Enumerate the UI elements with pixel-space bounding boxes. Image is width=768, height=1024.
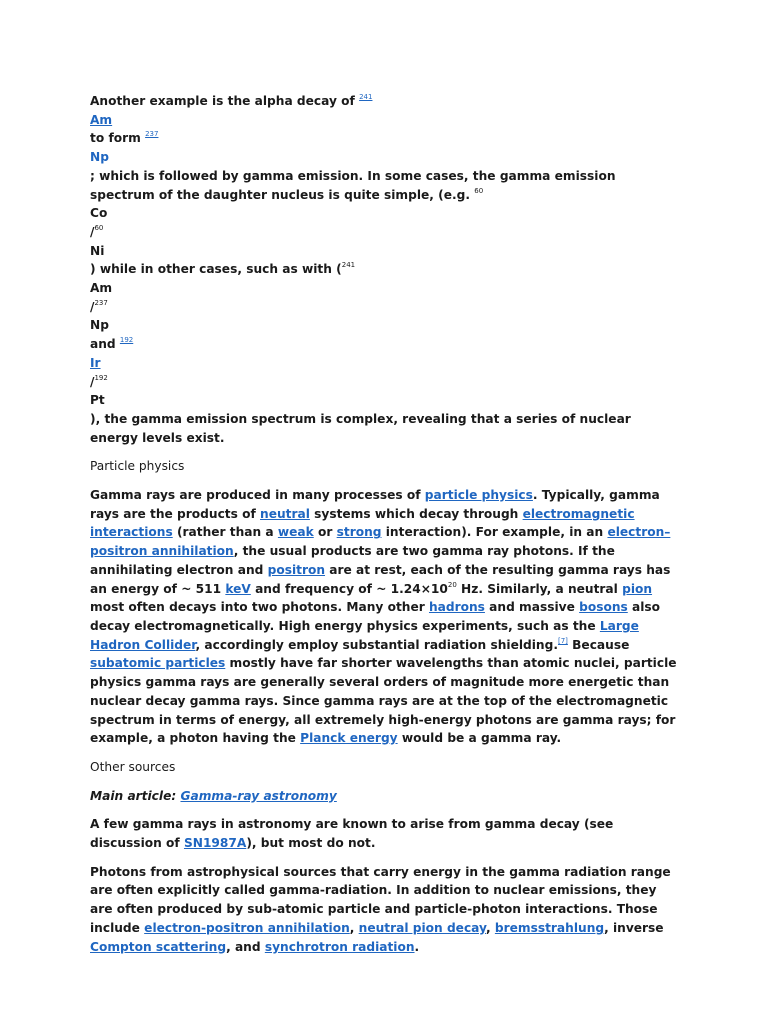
mass-number: 241: [341, 261, 356, 270]
isotope-link-237[interactable]: 237: [145, 130, 159, 139]
link-np[interactable]: Np: [90, 150, 109, 165]
mass-number: 192: [94, 373, 108, 382]
exponent: 20: [447, 580, 457, 589]
main-article-note: Main article: Gamma-ray astronomy: [90, 788, 337, 803]
isotope-link-192[interactable]: 192: [119, 336, 134, 345]
slash: /: [90, 224, 95, 239]
document-body: [90, 92, 682, 956]
link-subatomic-particles[interactable]: subatomic particles: [90, 656, 226, 671]
slash: /: [90, 374, 95, 389]
mass-number: 237: [94, 298, 108, 307]
text-run: to form: [90, 131, 146, 146]
link-planck-energy[interactable]: Planck energy: [300, 731, 398, 746]
link-electromagnetic-interactions[interactable]: electromagnetic interactions: [90, 506, 635, 540]
text-run: ; which is followed by gamma emission. In some cases, the gamma emission spectrum of the daughter nucleus is quite simple, (e.g.: [90, 168, 616, 202]
element-pt: Pt: [90, 393, 105, 408]
particle-physics-paragraph: Gamma rays are produced in many processes of particle physics. Typically, gamma rays are the products of neutral systems which decay through electromagnetic interactions (rather than a weak or strong interaction). For example, in an electron–positron annihilation, the usual products are two gamma ray photons. If the annihilating electron and positron are at rest, each of the resulting gamma rays has an energy of ~ 511 keV and frequency of ~ $1.24\times 10^{20}$ Hz. Similarly, a neutral pion most often decays into two photons. Many other hadrons and massive bosons also decay electromagnetically. High energy physics experiments, such as the Large Hadron Collider, accordingly employ substantial radiation shielding.[7] Because subatomic particles mostly have far shorter wavelengths than atomic nuclei, particle physics gamma rays are generally several orders of magnitude more energetic than nuclear decay gamma rays. Since gamma rays are at the top of the electromagnetic spectrum in terms of energy, all extremely high-energy photons are gamma rays; for example, a photon having the Planck energy would be a gamma ray.: [90, 488, 677, 746]
link-ir[interactable]: Ir: [90, 355, 101, 370]
alpha-decay-block: [90, 92, 682, 447]
element-np: Np: [90, 318, 109, 333]
mass-number: 60: [474, 186, 484, 195]
link-compton-scattering[interactable]: Compton scattering: [90, 939, 227, 954]
link-pion[interactable]: pion: [622, 581, 653, 596]
link-positron[interactable]: positron: [267, 562, 326, 577]
element-co: Co: [90, 206, 108, 221]
astronomy-paragraph-1: A few gamma rays in astronomy are known to arise from gamma decay (see discussion of SN1987A), but most do not.: [90, 817, 614, 851]
link-neutral[interactable]: neutral: [260, 506, 310, 521]
link-sn1987a[interactable]: SN1987A: [183, 836, 247, 851]
link-gamma-ray-astronomy[interactable]: Gamma-ray astronomy: [180, 788, 337, 803]
isotope-link-241[interactable]: 241: [359, 93, 373, 101]
link-bosons[interactable]: bosons: [579, 600, 628, 615]
link-hadrons[interactable]: hadrons: [428, 600, 485, 615]
link-synchrotron-radiation[interactable]: synchrotron radiation: [264, 939, 415, 954]
link-electron-positron-annihilation-2[interactable]: electron-positron annihilation: [144, 920, 350, 935]
link-kev[interactable]: keV: [225, 581, 251, 596]
link-particle-physics[interactable]: particle physics: [424, 488, 533, 503]
text-run: Another example is the alpha decay of: [90, 94, 360, 108]
section-heading-other-sources: Other sources: [90, 759, 176, 774]
element-ni: Ni: [90, 243, 105, 258]
mass-number: 60: [94, 223, 104, 232]
link-large-hadron-collider[interactable]: Large Hadron Collider: [90, 618, 639, 652]
link-weak[interactable]: weak: [277, 525, 314, 540]
link-electron-positron-annihilation[interactable]: electron–positron annihilation: [90, 525, 671, 559]
reference-7[interactable]: [7]: [557, 636, 568, 645]
astronomy-paragraph-2: Photons from astrophysical sources that carry energy in the gamma radiation range are often explicitly called gamma-radiation. In addition to nuclear emissions, they are often produced by sub-atomic particle and particle-photon interactions. Those include electron-positron annihilation, neutral pion decay, bremsstrahlung, inverse Compton scattering, and synchrotron radiation.: [90, 864, 671, 954]
slash: /: [90, 299, 95, 314]
text-run: and: [90, 337, 120, 352]
link-strong[interactable]: strong: [336, 525, 382, 540]
text-run: ) while in other cases, such as with (: [90, 262, 342, 277]
element-am: Am: [90, 281, 113, 296]
link-am[interactable]: Am: [90, 112, 113, 127]
link-neutral-pion-decay[interactable]: neutral pion decay: [358, 920, 487, 935]
link-bremsstrahlung[interactable]: bremsstrahlung: [494, 920, 605, 935]
text-run: ), the gamma emission spectrum is complex, revealing that a series of nuclear energy levels exist.: [90, 411, 631, 445]
section-heading-particle-physics: Particle physics: [90, 459, 185, 474]
